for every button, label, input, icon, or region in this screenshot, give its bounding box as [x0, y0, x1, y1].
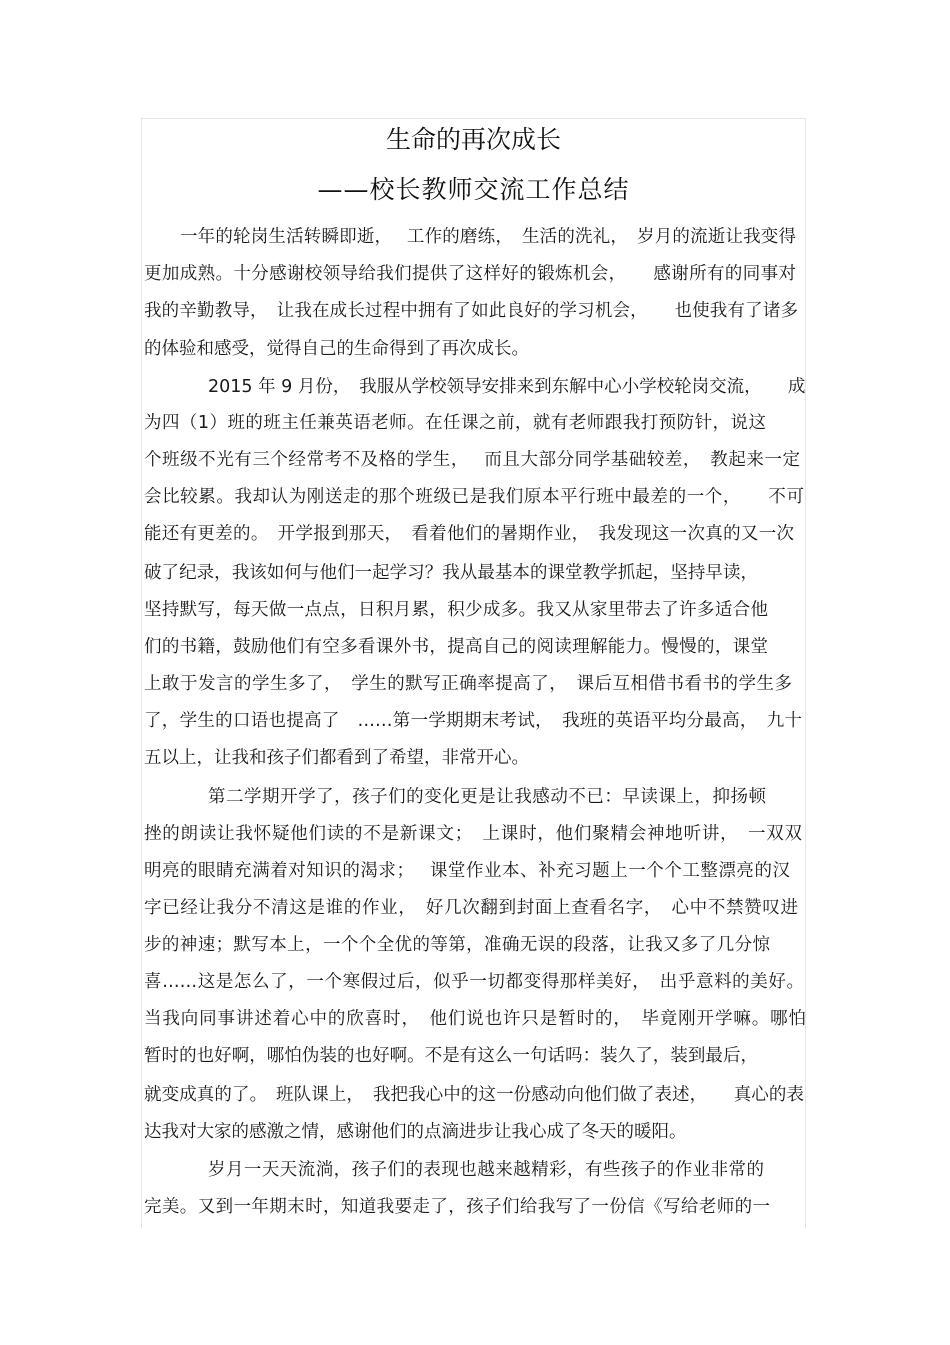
text-line: 当我向同事讲述着心中的欣喜时， 他们说也许只是暂时的， 毕竟刚开学嘛。哪怕 [144, 1009, 806, 1029]
text-line: 就变成真的了。 班队课上， 我把我心中的这一份感动向他们做了表述， 真心的表 [144, 1085, 804, 1105]
document-subtitle: ——校长教师交流工作总结 [317, 175, 630, 204]
text-line: 个班级不光有三个经常考不及格的学生， 而且大部分同学基础较差， 教起来一定 [144, 450, 800, 470]
text-line: 们的书籍，鼓励他们有空多看课外书，提高自己的阅读理解能力。慢慢的，课堂 [144, 637, 768, 657]
text-line: 为四（1）班的班主任兼英语老师。在任课之前，就有老师跟我打预防针，说这 [144, 413, 766, 433]
text-line: 坚持默写，每天做一点点，日积月累，积少成多。我又从家里带去了许多适合他 [144, 600, 768, 620]
text-line: 五以上，让我和孩子们都看到了希望，非常开心。 [144, 748, 529, 768]
text-line: 会比较累。我却认为刚送走的那个班级已是我们原本平行班中最差的一个， 不可 [144, 487, 804, 507]
text-line: 我的辛勤教导， 让我在成长过程中拥有了如此良好的学习机会， 也使我有了诸多 [144, 301, 798, 321]
document-title: 生命的再次成长 [385, 125, 561, 154]
text-line: 明亮的眼睛充满着对知识的渴求； 课堂作业本、补充习题上一个个工整漂亮的汉 [144, 861, 790, 881]
text-line: 了，学生的口语也提高了 ……第一学期期末考试， 我班的英语平均分最高， 九十 [144, 711, 802, 731]
text-line: 更加成熟。十分感谢校领导给我们提供了这样好的锻炼机会， 感谢所有的同事对 [144, 264, 796, 284]
text-line: 一年的轮岗生活转瞬即逝， 工作的磨练， 生活的洗礼， 岁月的流逝让我变得 [180, 227, 796, 247]
text-line: 能还有更差的。 开学报到那天， 看着他们的暑期作业， 我发现这一次真的又一次 [144, 524, 794, 544]
text-line: 字已经让我分不清这是谁的作业， 好几次翻到封面上查看名字， 心中不禁赞叹进 [144, 898, 798, 918]
text-line: 的体验和感受，觉得自己的生命得到了再次成长。 [144, 339, 529, 359]
text-line: 上敢于发言的学生多了， 学生的默写正确率提高了， 课后互相借书看书的学生多 [144, 674, 792, 694]
text-line: 挫的朗读让我怀疑他们读的不是新课文； 上课时，他们聚精会神地听讲， 一双双 [144, 824, 802, 844]
text-line: 破了纪录，我该如何与他们一起学习？我从最基本的课堂教学抓起，坚持早读， [144, 563, 758, 583]
text-line: 暂时的也好啊，哪怕伪装的也好啊。不是有这么一句话吗：装久了，装到最后， [144, 1046, 758, 1066]
text-line: 步的神速；默写本上，一个个全优的等第，准确无误的段落，让我又多了几分惊 [144, 935, 770, 955]
text-line: 第二学期开学了，孩子们的变化更是让我感动不已：早读课上，抑扬顿 [208, 787, 766, 807]
text-line: 2015 年 9 月份， 我服从学校领导安排来到东解中心小学校轮岗交流， 成 [208, 377, 806, 397]
text-line: 岁月一天天流淌，孩子们的表现也越来越精彩，有些孩子的作业非常的 [208, 1160, 764, 1180]
text-line: 喜……这是怎么了，一个寒假过后，似乎一切都变得那样美好， 出乎意料的美好。 [144, 972, 804, 992]
text-line: 达我对大家的感激之情，感谢他们的点滴进步让我心成了冬天的暖阳。 [144, 1122, 687, 1142]
text-line: 完美。又到一年期末时，知道我要走了，孩子们给我写了一份信《写给老师的一 [144, 1197, 770, 1217]
